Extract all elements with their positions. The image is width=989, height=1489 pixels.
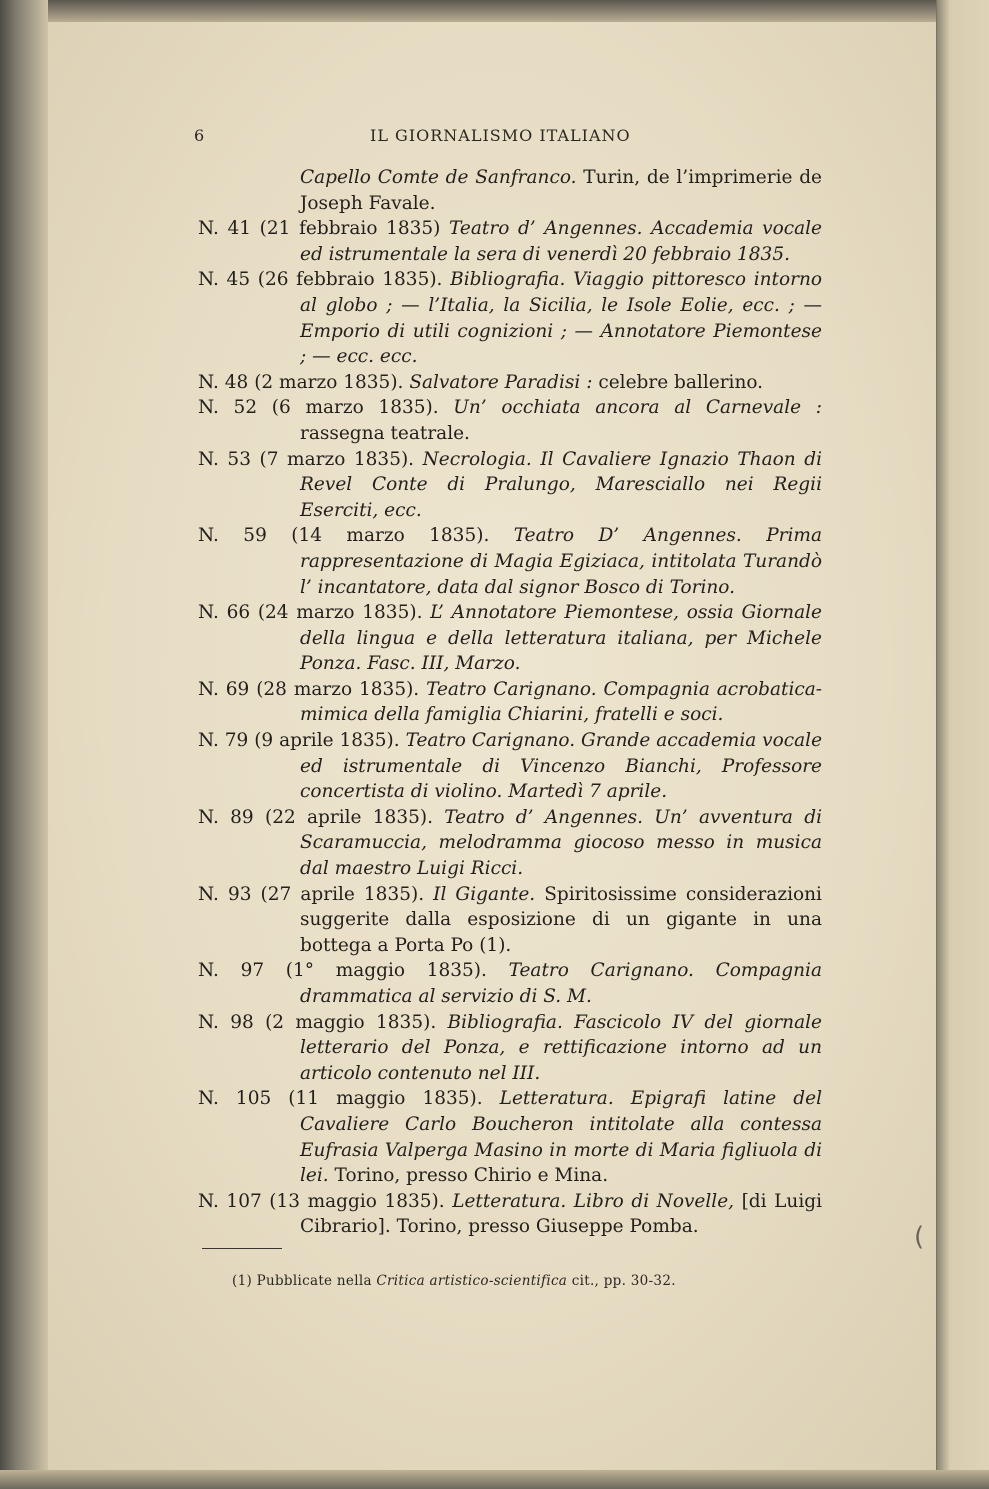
entry-date: (1° maggio 1835). (264, 960, 509, 982)
page-edge-right (936, 0, 989, 1489)
entry-title: Teatro d’ Angennes. Accademia vocale ed istrumentale la sera di venerdì 20 febbraio 1835. (300, 218, 823, 265)
bibliography-entry (198, 216, 822, 267)
entry-note: [di Luigi Cibrario]. Torino, presso Giuseppe Pomba. (300, 1190, 822, 1238)
entry-note: rassegna teatrale. (300, 422, 470, 444)
bibliography-entry (198, 447, 822, 524)
entry-date: (28 marzo 1835). (249, 678, 427, 700)
running-header (194, 126, 834, 150)
entry-date: (6 marzo 1835). (257, 397, 454, 419)
entry-title: Teatro Carignano. Compagnia acrobatica-mimica della famiglia Chiarini, fratelli e soci. (300, 678, 822, 726)
footnote-italic: Critica artistico-scientifica (376, 1273, 568, 1289)
continuation-entry (198, 165, 822, 216)
entry-date: (13 maggio 1835). (261, 1190, 453, 1212)
entry-title: Un’ occhiata ancora al Carnevale : (453, 397, 822, 419)
bibliography-entry (198, 728, 822, 805)
entry-list (198, 165, 822, 1240)
bibliography-entry (198, 958, 822, 1009)
entry-number: N. 45 (198, 269, 251, 291)
entry-date: (21 febbraio 1835) (251, 218, 450, 240)
entry-note: celebre ballerino. (592, 371, 764, 393)
entry-number: N. 69 (198, 678, 250, 700)
entry-number: N. 107 (198, 1190, 262, 1212)
bibliography-entry (198, 600, 822, 677)
bibliography-entry (198, 395, 822, 446)
entry-number: N. 98 (198, 1011, 254, 1033)
entry-date: (14 marzo 1835). (266, 525, 514, 547)
continuation-italic: Capello Comte de Sanfranco. (300, 167, 577, 188)
entry-number: N. 79 (198, 730, 249, 752)
entry-title: Teatro D’ Angennes. Prima rappresentazione di Magia Egiziaca, intitolata Turandò l’ incantatore, data dal signor Bosco di Torino. (300, 525, 822, 598)
entry-date: (27 aprile 1835). (251, 883, 434, 905)
continuation-roman: Turin, de l’imprimerie de Joseph Favale. (300, 167, 822, 214)
entry-date: (7 marzo 1835). (250, 448, 423, 470)
entry-title: Bibliografia. Fascicolo IV del giornale letterario del Ponza, e rettificazione intorno ad un articolo contenuto nel III. (300, 1011, 822, 1084)
footnote-prefix: (1) Pubblicate nella (232, 1273, 377, 1289)
bibliography-entry (198, 1086, 822, 1188)
bibliography-entry (198, 805, 822, 882)
entry-date: (22 aprile 1835). (253, 806, 445, 828)
entry-number: N. 105 (198, 1088, 272, 1110)
entry-date: (26 febbraio 1835). (250, 269, 451, 291)
entry-number: N. 66 (198, 602, 251, 624)
bibliography-entry (198, 677, 822, 728)
bibliography-entry (198, 882, 822, 959)
entry-number: N. 52 (198, 397, 258, 419)
entry-number: N. 89 (198, 806, 254, 828)
entry-title: L’ Annotatore Piemontese, ossia Giornale della lingua e della letteratura italiana, per Michele Ponza. Fasc. III, Marzo. (300, 602, 822, 675)
footnote (232, 1273, 832, 1289)
entry-title: Necrologia. Il Cavaliere Ignazio Thaon di Revel Conte di Pralungo, Maresciallo nei Regii Eserciti, ecc. (300, 448, 822, 521)
entry-number: N. 41 (198, 218, 252, 240)
entry-title: Bibliografia. Viaggio pittoresco intorno al globo ; — l’Italia, la Sicilia, le Isole Eolie, ecc. ; — Emporio di utili cognizioni ; — Annotatore Piemontese ; — ecc. ecc. (300, 269, 822, 368)
bibliography-entry (198, 370, 822, 396)
entry-number: N. 97 (198, 960, 265, 982)
entry-date: (11 maggio 1835). (271, 1088, 500, 1110)
running-title: IL GIORNALISMO ITALIANO (370, 126, 631, 145)
entry-note: Torino, presso Chirio e Mina. (328, 1165, 609, 1187)
entry-title: Teatro Carignano. Compagnia drammatica al servizio di S. M. (300, 960, 822, 1007)
page-number: 6 (194, 126, 205, 145)
entry-number: N. 48 (198, 371, 249, 393)
entry-title: Teatro d’ Angennes. Un’ avventura di Scaramuccia, melodramma giocoso messo in musica dal maestro Luigi Ricci. (300, 806, 822, 880)
margin-mark: ( (914, 1222, 925, 1252)
entry-number: N. 53 (198, 448, 251, 470)
entry-title: Salvatore Paradisi : (409, 371, 593, 393)
entry-date: (9 aprile 1835). (248, 730, 406, 752)
entries-container (198, 216, 822, 1240)
page-edge-top (0, 0, 989, 22)
bibliography-entry (198, 523, 822, 600)
entry-title: Teatro Carignano. Grande accademia vocale ed istrumentale di Vincenzo Bianchi, Professore concertista di violino. Martedì 7 aprile. (300, 730, 823, 803)
entry-date: (24 marzo 1835). (250, 602, 431, 624)
entry-title: Il Gigante. (433, 883, 536, 905)
footnote-rule (202, 1248, 282, 1249)
entry-date: (2 maggio 1835). (253, 1011, 448, 1033)
page-edge-left (0, 0, 48, 1489)
entry-date: (2 marzo 1835). (248, 371, 410, 393)
entry-number: N. 93 (198, 883, 252, 905)
bibliography-entry (198, 1189, 822, 1240)
entry-number: N. 59 (198, 525, 267, 547)
page-edge-bottom (0, 1470, 989, 1489)
bibliography-entry (198, 1010, 822, 1087)
entry-title: Letteratura. Libro di Novelle, (452, 1190, 735, 1212)
bibliography-entry (198, 267, 822, 369)
entry-note: Spiritosissime considerazioni suggerite dalla esposizione di un gigante in una bottega a Porta Po (1). (300, 883, 822, 956)
footnote-suffix: cit., pp. 30-32. (567, 1273, 676, 1289)
entry-title: Letteratura. Epigrafi latine del Cavaliere Carlo Boucheron intitolate alla contessa Eufrasia Valperga Masino in morte di Maria figliuola di lei. (300, 1088, 823, 1187)
